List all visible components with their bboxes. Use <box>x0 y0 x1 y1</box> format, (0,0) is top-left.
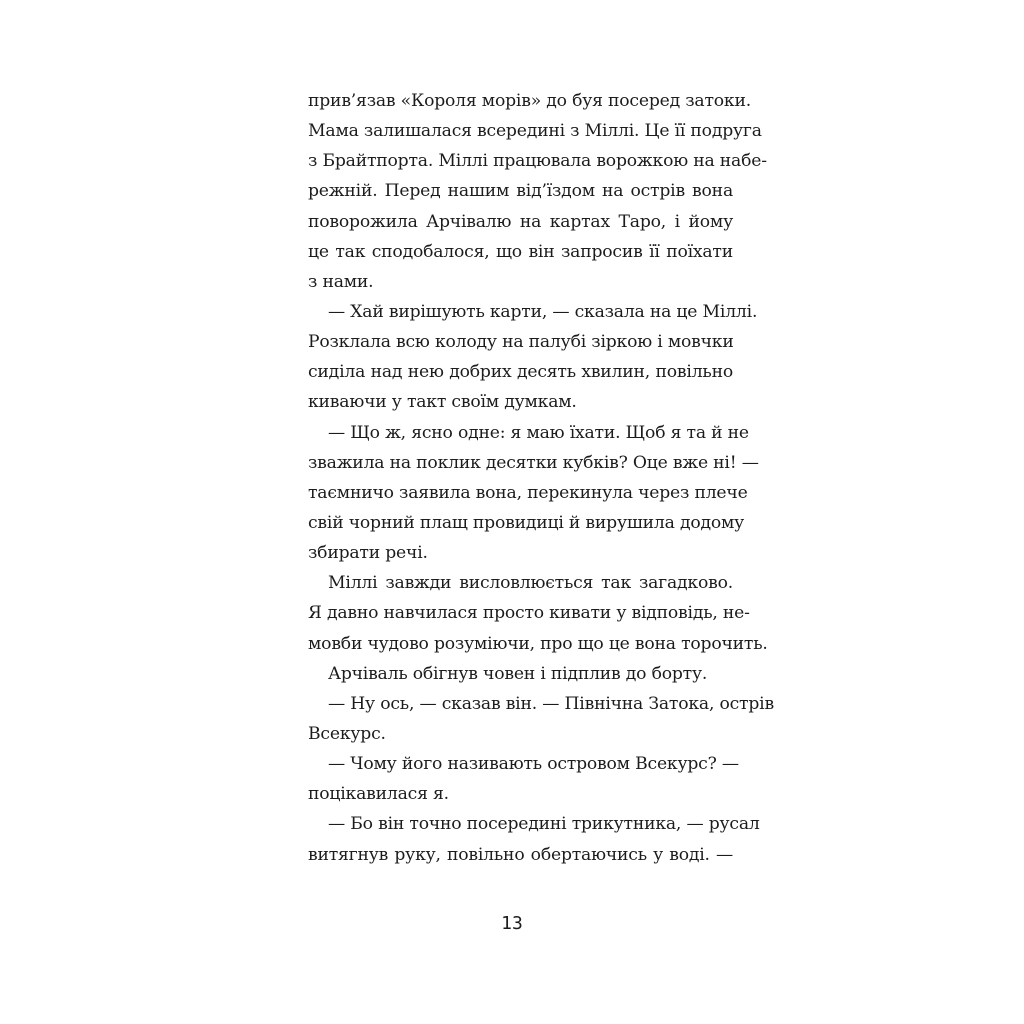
text-line: Мама залишалася всередині з Міллі. Це її подруга <box>308 121 762 142</box>
text-line: прив’язав «Короля морів» до буя посеред затоки. <box>308 91 751 111</box>
text-line: режній. Перед нашим від’їздом на острів вона <box>308 181 733 202</box>
text-line: — Хай вирішують карти, — сказала на це Міллі. <box>328 301 758 322</box>
text-line: Всекурс. <box>308 723 386 744</box>
text-line: — Чому його називають островом Всекурс? — <box>328 754 739 775</box>
text-line: поворожила Арчівалю на картах Таро, і йому <box>308 211 733 232</box>
text-line: Арчіваль обігнув човен і підплив до борту. <box>328 663 708 684</box>
text-line: киваючи у такт своїм думкам. <box>308 392 577 413</box>
text-line: зважила на поклик десятки кубків? Оце вже ні! — <box>308 452 759 473</box>
page-number: 13 <box>501 913 523 934</box>
text-line: таємничо заявила вона, перекинула через плече <box>308 482 748 503</box>
text-line: — Що ж, ясно одне: я маю їхати. Щоб я та й не <box>328 422 749 443</box>
text-line: сиділа над нею добрих десять хвилин, повільно <box>308 362 733 383</box>
text-line: це так сподобалося, що він запросив її поїхати <box>308 241 733 262</box>
text-line: — Бо він точно посередині трикутника, — русал <box>328 814 760 835</box>
text-line: Я давно навчилася просто кивати у відповідь, не- <box>308 603 750 624</box>
text-line: Розклала всю колоду на палубі зіркою і мовчки <box>308 332 734 353</box>
text-line: мовби чудово розуміючи, про що це вона торочить. <box>308 633 768 654</box>
text-line: з нами. <box>308 271 374 292</box>
text-line: — Ну ось, — сказав він. — Північна Затока, острів <box>328 693 774 714</box>
text-line: збирати речі. <box>308 543 428 564</box>
page-body-text <box>308 86 774 870</box>
text-line: витягнув руку, повільно обертаючись у воді. — <box>308 844 733 865</box>
text-line: поцікавилася я. <box>308 784 449 805</box>
text-line: з Брайтпорта. Міллі працювала ворожкою на набе- <box>308 151 767 172</box>
text-line: свій чорний плащ провидиці й вирушила додому <box>308 512 745 533</box>
text-line: Міллі завжди висловлюється так загадково. <box>328 573 733 594</box>
